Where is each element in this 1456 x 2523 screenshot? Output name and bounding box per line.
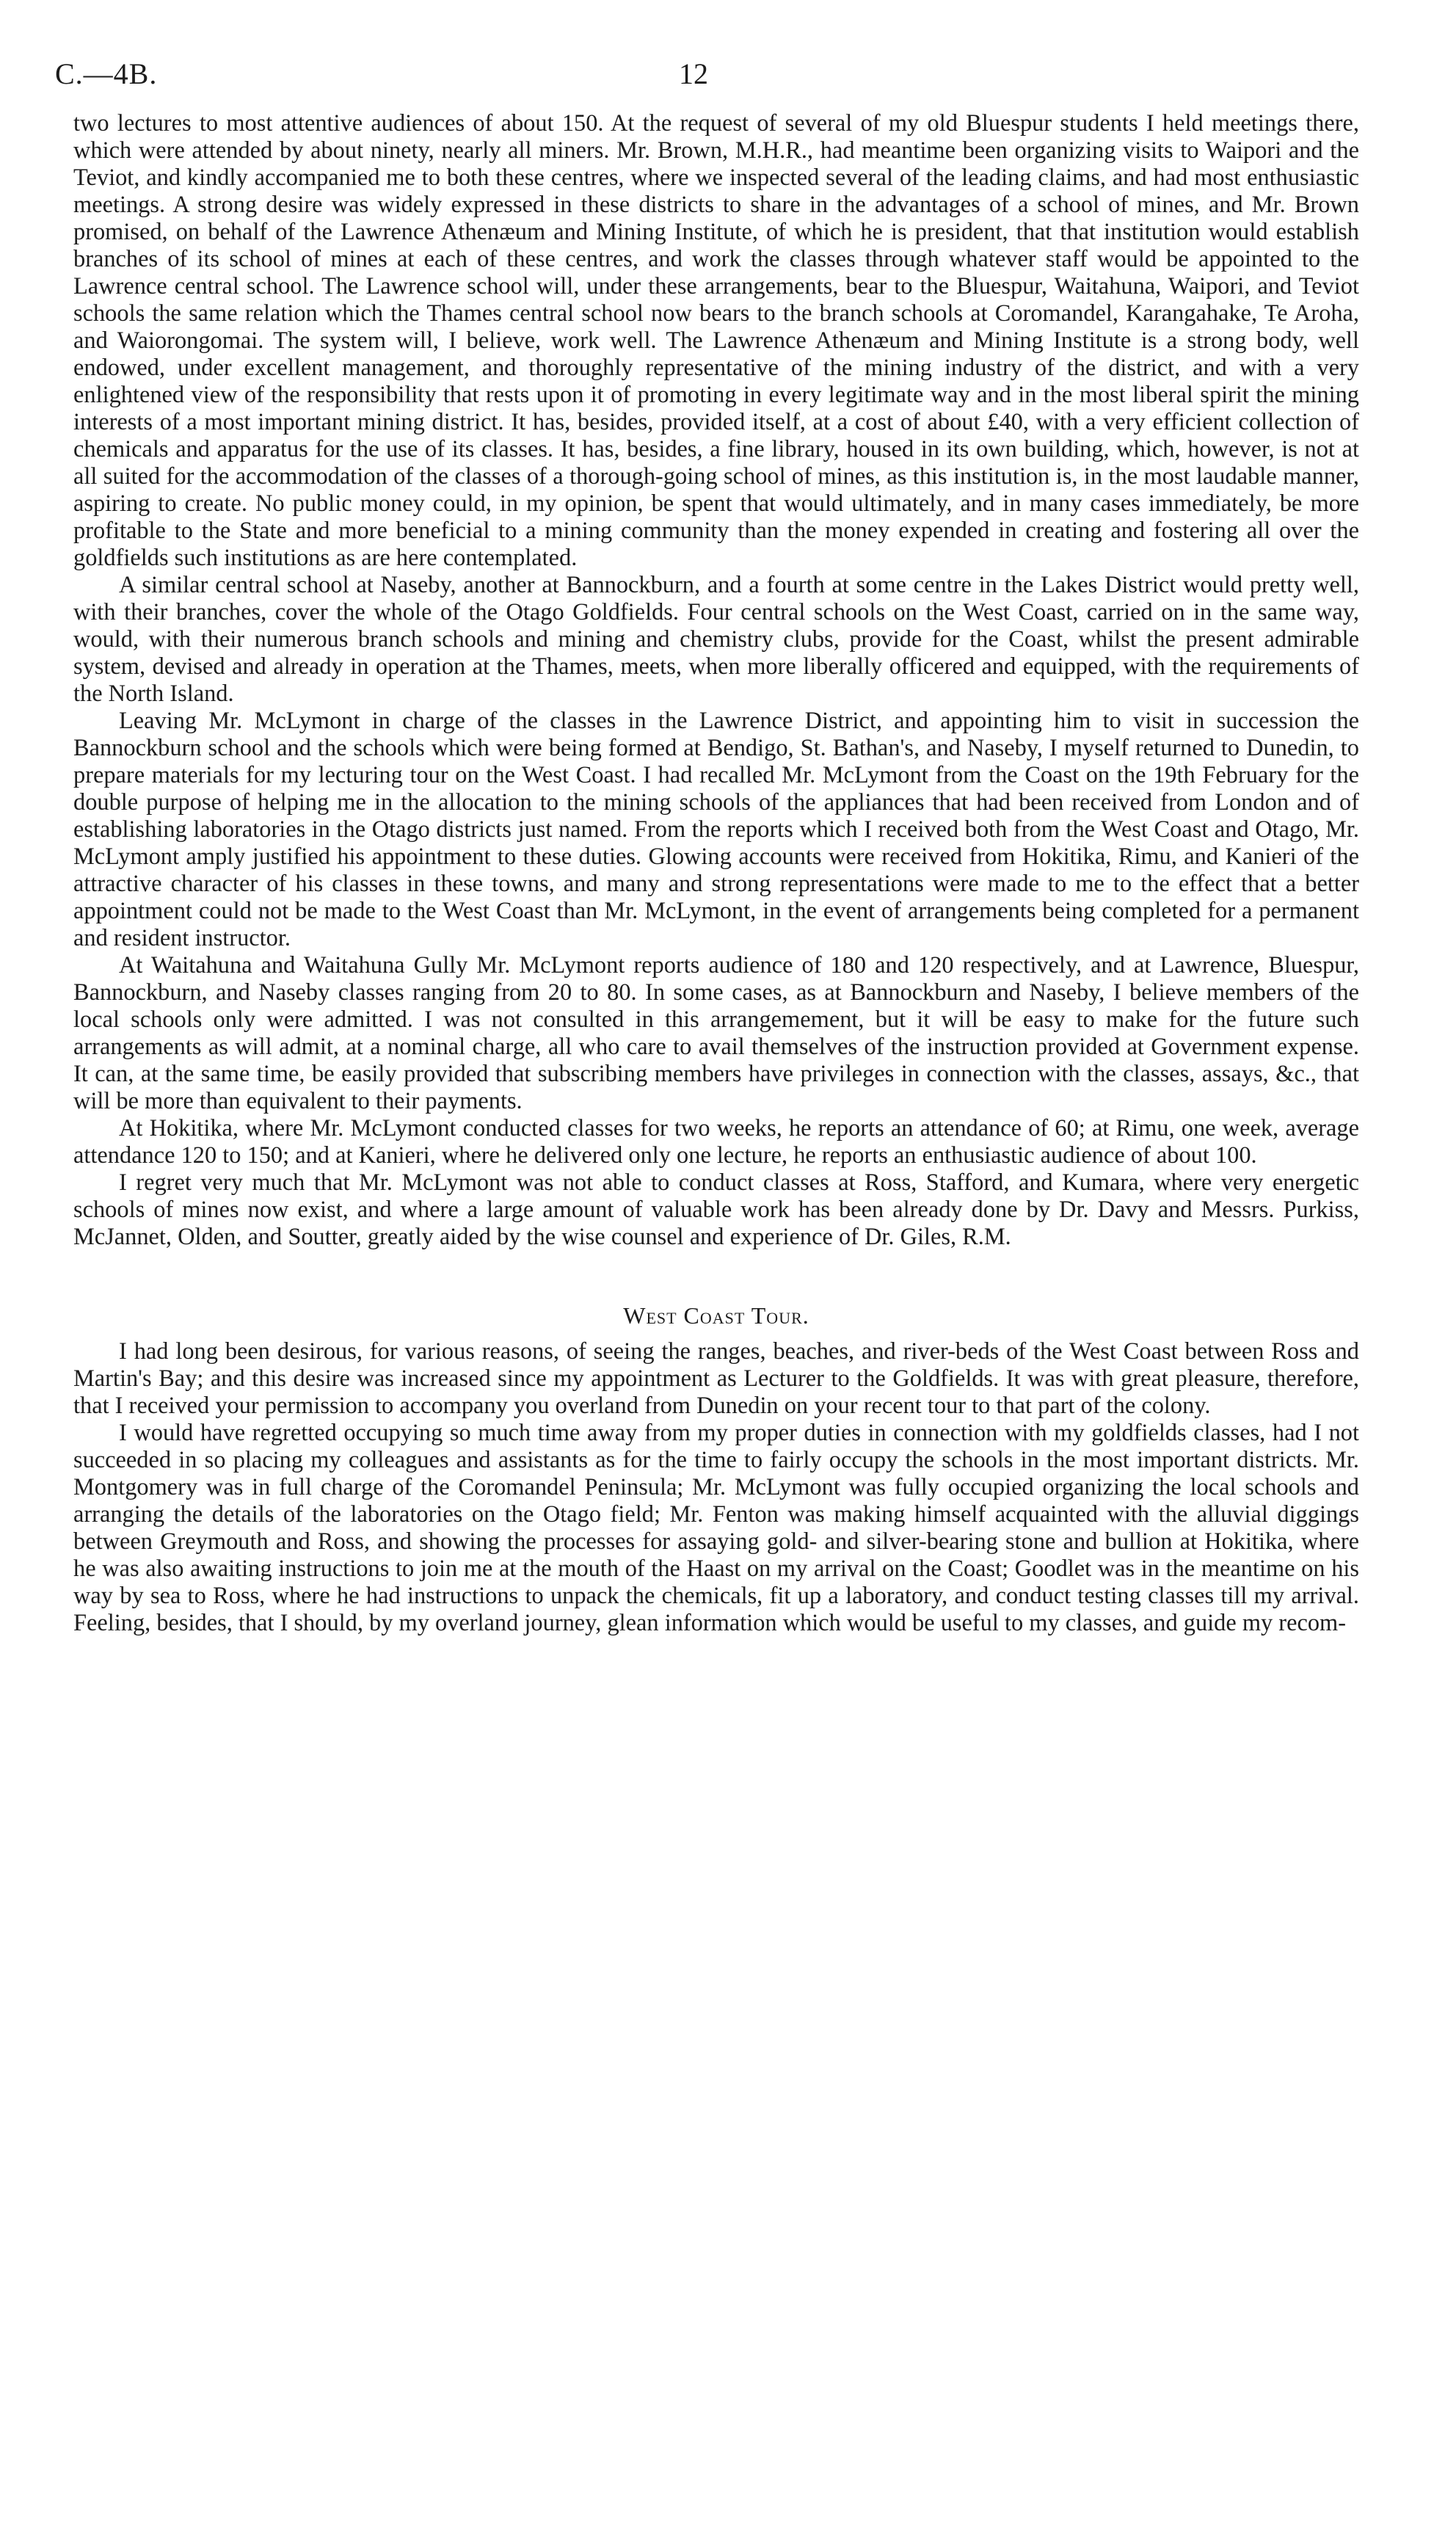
paragraph-waitahuna-attendance: At Waitahuna and Waitahuna Gully Mr. McLymont reports audience of 180 and 120 respectively, and at Lawrence, Bluespur, Bannockburn, and Naseby classes ranging from 20 to 80. In some cases, as at Bannockburn and Naseby, I believe members of the local schools only were admitted. I was not consulted in this arrangemement, but it will be easy to make for the future such arrangements as will admit, at a nominal charge, all who care to avail themselves of the instruction provided at Government expense. It can, at the same time, be easily provided that subscribing members have privileges in connection with the classes, assays, &c., that will be more than equivalent to their payments.: [73, 952, 1359, 1114]
page-header: [55, 51, 1359, 97]
paragraph-tour-arrangements: I would have regretted occupying so much time away from my proper duties in connection with my goldfields classes, had I not succeeded in so placing my colleagues and assistants as for the time to fairly occupy the schools in the most important districts. Mr. Montgomery was in full charge of the Coromandel Peninsula; Mr. McLymont was fully occupied organizing the local schools and arranging the details of the laboratories on the Otago field; Mr. Fenton was making himself acquainted with the alluvial diggings between Greymouth and Ross, and showing the processes for assaying gold- and silver-bearing stone and bullion at Hokitika, where he was also awaiting instructions to join me at the mouth of the Haast on my arrival on the Coast; Goodlet was in the meantime on his way by sea to Ross, where he had instructions to unpack the chemicals, fit up a laboratory, and conduct testing classes till my arrival. Feeling, besides, that I should, by my overland journey, glean information which would be useful to my classes, and guide my recom-: [73, 1420, 1359, 1636]
document-reference: C.—4B.: [55, 57, 158, 90]
report-body: [73, 110, 1359, 1637]
document-page: [55, 51, 1359, 1637]
paragraph-tour-desire: I had long been desirous, for various reasons, of seeing the ranges, beaches, and river-beds of the West Coast between Ross and Martin's Bay; and this desire was increased since my appointment as Lecturer to the Goldfields. It was with great pleasure, therefore, that I received your permission to accompany you overland from Dunedin on your recent tour to that part of the colony.: [73, 1338, 1359, 1419]
section-heading-west-coast-tour: West Coast Tour.: [623, 1302, 809, 1329]
paragraph-mclymont-lawrence: Leaving Mr. McLymont in charge of the classes in the Lawrence District, and appointing him to visit in succession the Bannockburn school and the schools which were being formed at Bendigo, St. Bathan's, and Naseby, I myself returned to Dunedin, to prepare materials for my lecturing tour on the West Coast. I had recalled Mr. McLymont from the Coast on the 19th February for the double purpose of helping me in the allocation to the mining schools of the appliances that had been received from London and of establishing laboratories in the Otago districts just named. From the reports which I received both from the West Coast and Otago, Mr. McLymont amply justified his appointment to these duties. Glowing accounts were received from Hokitika, Rimu, and Kanieri of the attractive character of his classes in these towns, and many and strong representations were made to me to the effect that a better appointment could not be made to the West Coast than Mr. McLymont, in the event of arrangements being completed for a permanent and resident instructor.: [73, 708, 1359, 951]
paragraph-ross-stafford-kumara: I regret very much that Mr. McLymont was not able to conduct classes at Ross, Stafford, and Kumara, where very energetic schools of mines now exist, and where a large amount of valuable work has been already done by Dr. Davy and Messrs. Purkiss, McJannet, Olden, and Soutter, greatly aided by the wise counsel and experience of Dr. Giles, R.M.: [73, 1169, 1359, 1250]
paragraph-central-schools: A similar central school at Naseby, another at Bannockburn, and a fourth at some centre in the Lakes District would pretty well, with their branches, cover the whole of the Otago Goldfields. Four central schools on the West Coast, carried on in the same way, would, with their numerous branch schools and mining and chemistry clubs, provide for the Coast, whilst the present admirable system, devised and already in operation at the Thames, meets, when more liberally officered and equipped, with the requirements of the North Island.: [73, 572, 1359, 707]
page-number: 12: [679, 57, 708, 90]
paragraph-hokitika-attendance: At Hokitika, where Mr. McLymont conducted classes for two weeks, he reports an attendance of 60; at Rimu, one week, average attendance 120 to 150; and at Kanieri, where he delivered only one lecture, he reports an enthusiastic audience of about 100.: [73, 1115, 1359, 1169]
paragraph-continuation: two lectures to most attentive audiences of about 150. At the request of several of my old Bluespur students I held meetings there, which were attended by about ninety, nearly all miners. Mr. Brown, M.H.R., had meantime been organizing visits to Waipori and the Teviot, and kindly accompanied me to both these centres, where we inspected several of the leading claims, and had most enthusiastic meetings. A strong desire was widely expressed in these districts to share in the advantages of a school of mines, and Mr. Brown promised, on behalf of the Lawrence Athenæum and Mining Institute, of which he is president, that that institution would establish branches of its school of mines at each of these centres, and work the classes through whatever staff would be appointed to the Lawrence central school. The Lawrence school will, under these arrangements, bear to the Bluespur, Waitahuna, Waipori, and Teviot schools the same relation which the Thames central school now bears to the branch schools at Coromandel, Karangahake, Te Aroha, and Waiorongomai. The system will, I believe, work well. The Lawrence Athenæum and Mining Institute is a strong body, well endowed, under excellent management, and thoroughly representative of the mining industry of the district, and with a very enlightened view of the responsibility that rests upon it of promoting in every legitimate way and in the most liberal spirit the mining interests of a most important mining district. It has, besides, provided itself, at a cost of about £40, with a very efficient collection of chemicals and apparatus for the use of its classes. It has, besides, a fine library, housed in its own building, which, however, is not at all suited for the accommodation of the classes of a thorough-going school of mines, as this institution is, in the most laudable manner, aspiring to create. No public money could, in my opinion, be spent that would ultimately, and in many cases immediately, be more profitable to the State and more beneficial to a mining community than the money expended in creating and fostering all over the goldfields such institutions as are here contemplated.: [73, 110, 1359, 571]
